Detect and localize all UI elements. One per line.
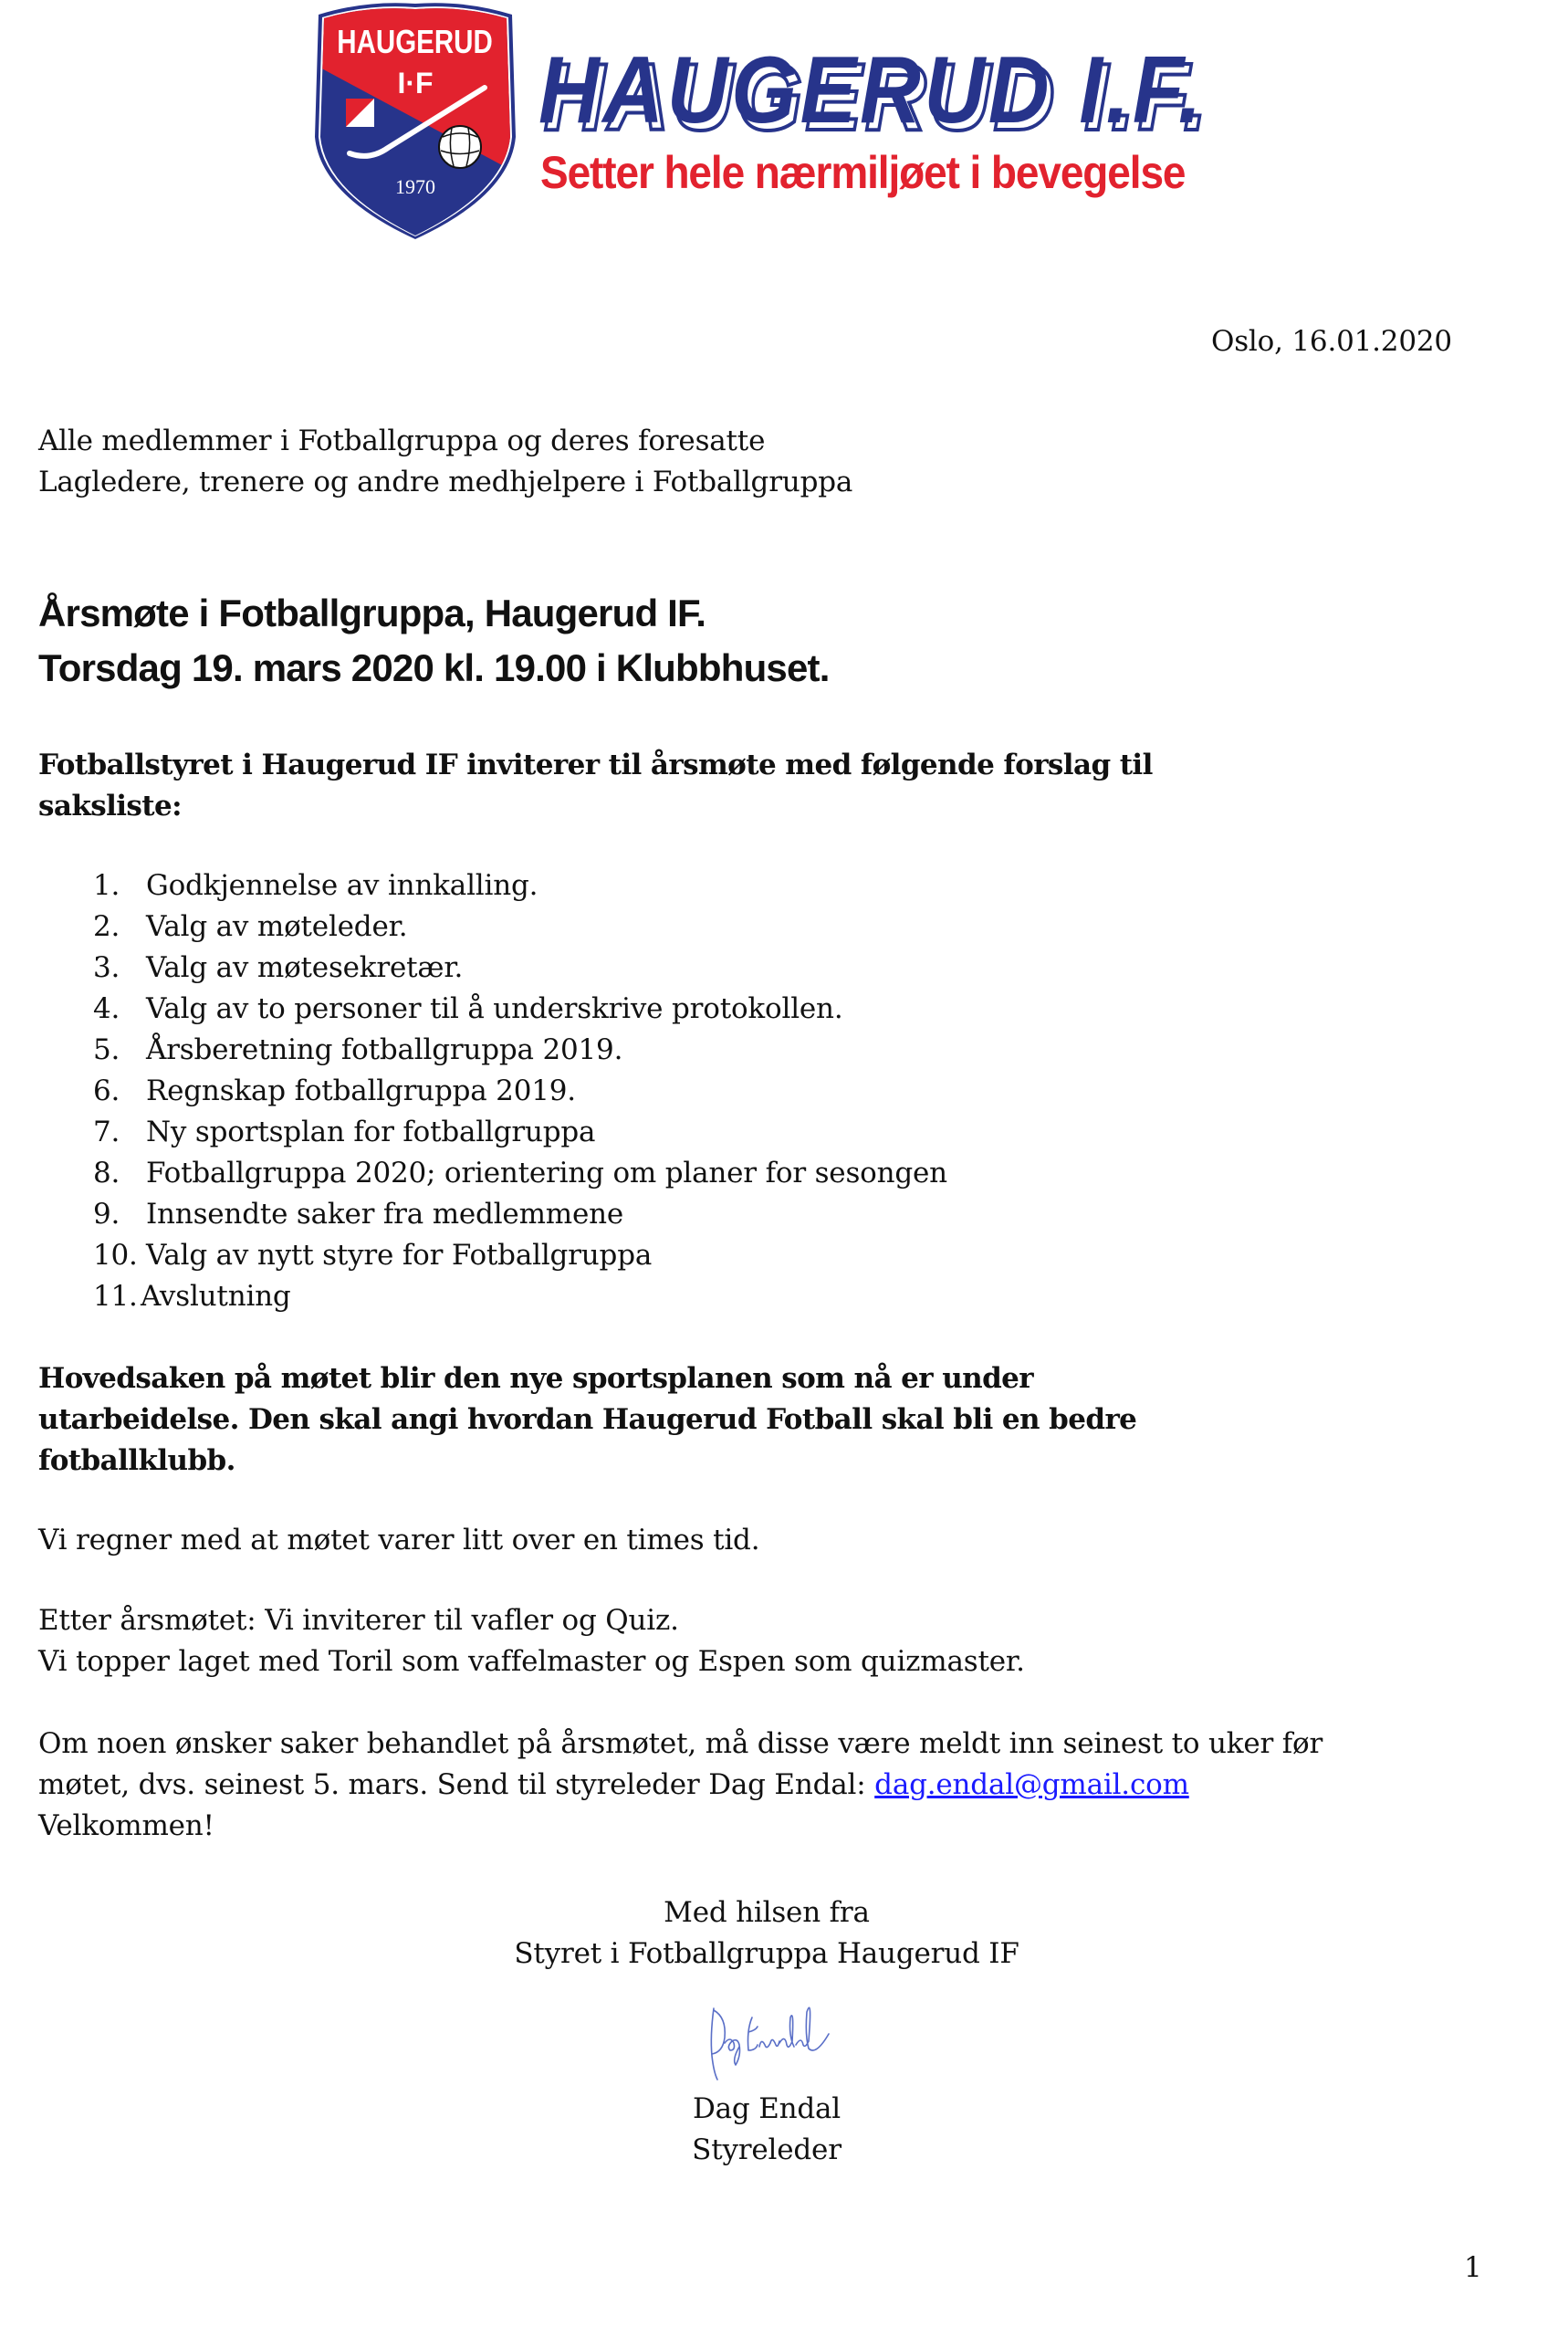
svg-text:HAUGERUD I.F.: HAUGERUD I.F. <box>538 38 1205 139</box>
agenda-item-number: 8. <box>93 1157 120 1189</box>
meeting-title: Årsmøte i Fotballgruppa, Haugerud IF. <box>38 592 706 634</box>
agenda-item <box>93 1071 947 1112</box>
agenda-item-text: Årsberetning fotballgruppa 2019. <box>146 1033 623 1066</box>
agenda-item-text: Fotballgruppa 2020; orientering om planer for sesongen <box>146 1157 947 1189</box>
agenda-item-number: 11. <box>93 1280 138 1313</box>
crest-subtext: I·F <box>397 67 434 100</box>
welcome-text: Velkommen! <box>38 1809 214 1842</box>
recipient-line: Alle medlemmer i Fotballgruppa og deres foresatte <box>38 424 766 457</box>
page-number: 1 <box>1464 2251 1482 2284</box>
agenda-item-text: Godkjennelse av innkalling. <box>146 869 538 902</box>
agenda-item <box>93 1153 947 1194</box>
agenda-item <box>93 1235 947 1276</box>
agenda-intro: Fotballstyret i Haugerud IF inviterer til årsmøte med følgende forslag til <box>38 749 1153 781</box>
agenda-item <box>93 907 947 948</box>
agenda-item-number: 5. <box>93 1033 120 1066</box>
agenda-item-text: Avslutning <box>141 1280 291 1313</box>
submission-note-text: møtet, dvs. seinest 5. mars. Send til styreleder Dag Endal: <box>38 1768 875 1801</box>
agenda-item-number: 4. <box>93 992 120 1025</box>
agenda-item <box>93 1030 947 1071</box>
closing-regards: Med hilsen fra <box>664 1896 870 1929</box>
agenda-item <box>93 989 947 1030</box>
agenda-intro: saksliste: <box>38 790 182 823</box>
svg-text:HAUGERUD I.F.: HAUGERUD I.F. <box>544 45 1210 139</box>
agenda-item-number: 2. <box>93 910 120 943</box>
agenda-item-text: Regnskap fotballgruppa 2019. <box>146 1074 576 1107</box>
main-topic-paragraph: fotballklubb. <box>38 1444 235 1477</box>
duration-note: Vi regner med at møtet varer litt over en times tid. <box>38 1524 760 1556</box>
agenda-item-number: 7. <box>93 1116 120 1148</box>
agenda-item <box>93 1112 947 1153</box>
agenda-item-number: 10. <box>93 1239 138 1272</box>
main-topic-paragraph: utarbeidelse. Den skal angi hvordan Haugerud Fotball skal bli en bedre <box>38 1403 1137 1436</box>
agenda-item-text: Valg av møtesekretær. <box>146 951 464 984</box>
agenda-item-number: 3. <box>93 951 120 984</box>
agenda-item <box>93 865 947 907</box>
after-meeting-note: Etter årsmøtet: Vi inviterer til vafler og Quiz. <box>38 1604 679 1637</box>
agenda-item-text: Valg av to personer til å underskrive protokollen. <box>146 992 843 1025</box>
agenda-item-text: Ny sportsplan for fotballgruppa <box>146 1116 596 1148</box>
agenda-item <box>93 1194 947 1235</box>
main-topic-paragraph: Hovedsaken på møtet blir den nye sportsplanen som nå er under <box>38 1362 1034 1395</box>
submission-note <box>38 1765 1189 1806</box>
after-meeting-note: Vi topper laget med Toril som vaffelmaster og Espen som quizmaster. <box>38 1645 1025 1678</box>
agenda-list <box>93 865 947 1317</box>
signer-title: Styreleder <box>692 2133 841 2166</box>
agenda-item <box>93 1276 947 1317</box>
agenda-item-text: Valg av nytt styre for Fotballgruppa <box>146 1239 653 1272</box>
club-crest-logo <box>313 0 517 239</box>
signer-name: Dag Endal <box>692 2092 841 2125</box>
club-name-wordmark <box>537 38 1217 139</box>
letter-date: Oslo, 16.01.2020 <box>1211 325 1452 358</box>
agenda-item-text: Innsendte saker fra medlemmene <box>146 1198 624 1231</box>
club-slogan: Setter hele nærmiljøet i bevegelse <box>540 147 1186 198</box>
agenda-item-number: 6. <box>93 1074 120 1107</box>
crest-text: HAUGERUD <box>337 23 493 60</box>
crest-year: 1970 <box>395 175 435 198</box>
agenda-item-text: Valg av møteleder. <box>146 910 408 943</box>
agenda-item-number: 9. <box>93 1198 120 1231</box>
handwritten-signature <box>703 1990 831 2081</box>
recipient-line: Lagledere, trenere og andre medhjelpere i Fotballgruppa <box>38 466 853 498</box>
agenda-item <box>93 948 947 989</box>
submission-note: Om noen ønsker saker behandlet på årsmøtet, må disse være meldt inn seinest to uker før <box>38 1727 1323 1760</box>
email-link[interactable]: dag.endal@gmail.com <box>874 1768 1189 1801</box>
closing-board: Styret i Fotballgruppa Haugerud IF <box>514 1937 1019 1970</box>
agenda-item-number: 1. <box>93 869 120 902</box>
meeting-datetime: Torsdag 19. mars 2020 kl. 19.00 i Klubbhuset. <box>38 646 830 689</box>
